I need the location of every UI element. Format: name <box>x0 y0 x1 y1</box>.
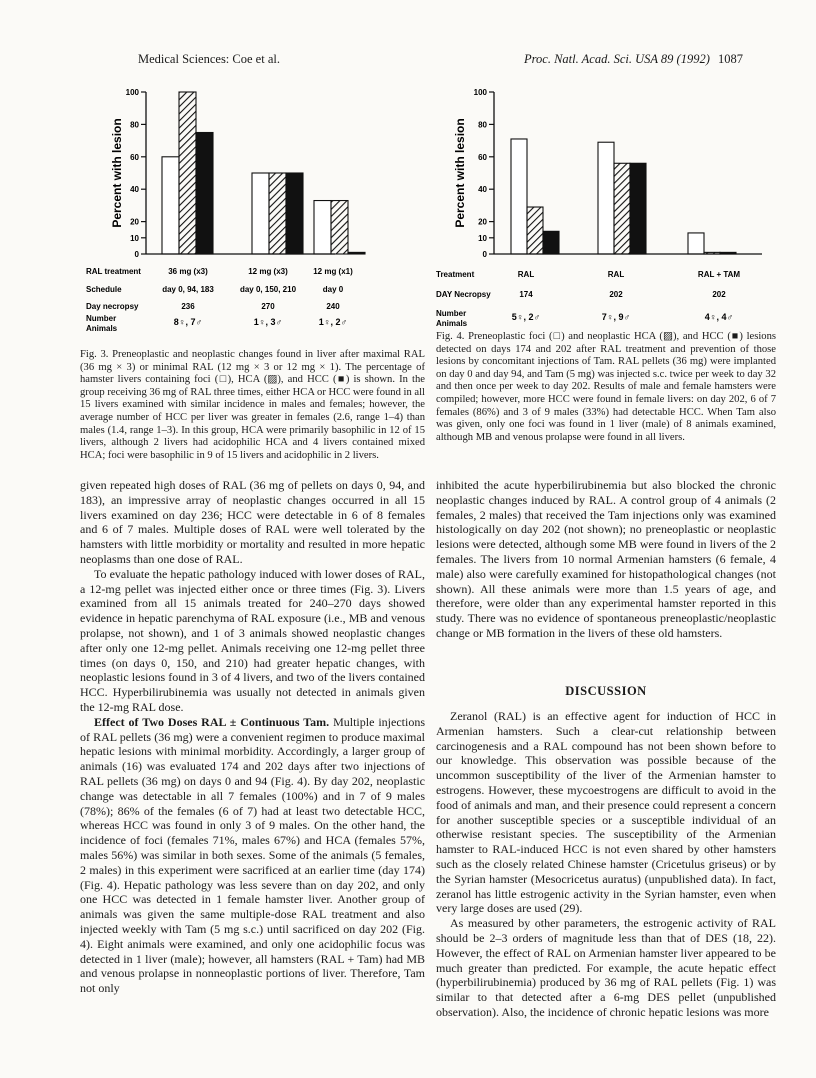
figure-4-chart <box>436 85 771 335</box>
paragraph-text: Multiple injections of RAL pellets (36 mg) were a convenient regimen to produce maximal hepatic lesions with minimal morbidity. Accordingly, a larger group of animals (16) was evaluated 174 and 202 days after two injections of RAL pellets (36 mg) on days 0 and 94 (Fig. 4). By day 202, neoplastic change was detectable in all 7 females (100%) and in 7 of 9 males (78%); 86% of the females (6 of 7) had at least two detectable HCC, whereas HCC was found in only 3 of 9 males. On the other hand, the incidence of foci (females 71%, males 67%) and HCA (females 57%, males 56%) was similar in both sexes. Some of the animals (5 females, 2 males) in this experiment were sacrificed at an earlier time (day 174) (Fig. 4). Hepatic pathology was less severe than on day 202, and only one HCC was detected in 1 female hamster liver. Another group of animals was given the same multiple-dose RAL treatment and also injected weekly with Tam (5 mg s.c.) until sacrificed on day 202 (Fig. 4). Eight animals were examined, and only one acidophilic focus was detected in 1 liver (male); however, all hamsters (RAL + Tam) had MB and venous prolapse in nonneoplastic portions of liver. Therefore, Tam not only <box>80 714 425 996</box>
group-2-treatment: 12 mg (x3) <box>248 267 288 276</box>
bar-hca <box>331 201 348 254</box>
bar-foci <box>162 157 179 254</box>
group-2-animals: 1♀, 3♂ <box>253 317 283 327</box>
y-axis-label: Percent with lesion <box>110 118 124 228</box>
group-1-necropsy: 236 <box>181 302 195 311</box>
page-number: 1087 <box>718 52 743 66</box>
running-header-left: Medical Sciences: Coe et al. <box>138 52 280 66</box>
bar-foci <box>688 233 704 254</box>
paragraph: Zeranol (RAL) is an effective agent for induction of HCC in Armenian hamsters. Such a clear-cut relationship between carcinogenesis and a RAL compound has not been shown before to our knowledge. This observation was possible because of the uncommon susceptibility of the liver of the Armenian hamster to estrogens. However, these mycoestrogens are difficult to avoid in the food of animals and man, and their presence could represent a concern for another susceptible species or a susceptible individual of an otherwise resistant species. The susceptibility of the Armenian hamster to RAL-induced HCC is not even shared by other hamsters such as the closely related Chinese hamster (Cricetulus griseus) or by the Syrian hamster (Mesocricetus auratus) (unpublished data). In fact, zeranol has little estrogenic activity in the Syrian hamster, even when very large doses are used (29). <box>436 709 776 916</box>
y-tick-label: 20 <box>130 217 139 227</box>
paragraph: To evaluate the hepatic pathology induced with lower doses of RAL, a 12-mg pellet was injected either once or three times (Fig. 3). Livers examined from all 15 animals treated for 240–270 days showed evidence in hepatic parenchyma of RAL exposure (i.e., MB and venous prolapse, not shown), and 1 of 3 animals showed neoplastic changes after only one 12-mg pellet. Animals receiving one 12-mg pellet three times (on days 0, 150, and 210) had greater hepatic changes, with neoplastic lesions found in 3 of 4 livers, and two of the livers contained HCC. Hyperbilirubinemia was usually not detected in animals given the 12-mg RAL dose. <box>80 566 425 714</box>
group-2-treatment: RAL <box>607 270 625 279</box>
row-label-animals: Animals <box>86 324 118 333</box>
y-tick-label: 80 <box>478 120 487 130</box>
y-tick-label: 0 <box>482 250 487 259</box>
group-3-treatment: RAL + TAM <box>697 270 741 279</box>
row-label-number: Number <box>436 309 467 318</box>
bar-foci <box>252 173 269 254</box>
figure-4-caption: Fig. 4. Preneoplastic foci (□) and neoplastic HCA (▨), and HCC (■) lesions detected on days 174 and 202 after RAL treatment and prevention of those lesions by concomitant injections of Tam. RAL pellets (36 mg) were implanted on day 0 and day 94, and Tam (5 mg) was injected s.c. twice per week to day 32 and then once per week to day 202. Results of male and female hamsters were compiled; however, more HCC were found in female livers: on day 202, 6 of 7 females (86%) and 3 of 9 males (33%) had detectable HCC. When Tam also was given, only one foci was found in 1 liver (male) of 8 animals examined, although MB and venous prolapse were found in all livers. <box>436 331 776 443</box>
group-3-schedule: day 0 <box>322 285 344 294</box>
running-header-journal: Proc. Natl. Acad. Sci. USA 89 (1992) <box>524 52 710 66</box>
group-1-treatment: 36 mg (x3) <box>168 267 208 276</box>
y-tick-label: 60 <box>130 152 139 162</box>
paragraph <box>80 715 425 996</box>
bar-hcc <box>196 133 213 255</box>
left-column-text <box>80 478 425 996</box>
row-label-number: Number <box>86 314 117 323</box>
group-1-schedule: day 0, 94, 183 <box>162 285 214 294</box>
group-3-animals: 4♀, 4♂ <box>704 312 734 322</box>
bar-foci <box>511 139 527 254</box>
bar-hca <box>527 207 543 254</box>
subsection-heading: Effect of Two Doses RAL ± Continuous Tam. <box>94 714 330 729</box>
row-label-animals: Animals <box>436 319 468 328</box>
bar-foci <box>598 142 614 254</box>
y-axis-ticks <box>126 88 146 259</box>
y-tick-label: 40 <box>478 185 487 195</box>
bars <box>162 92 365 254</box>
row-label-treatment: RAL treatment <box>86 267 141 276</box>
bars <box>511 139 736 254</box>
group-2-animals: 7♀, 9♂ <box>601 312 631 322</box>
right-column-text <box>436 478 776 641</box>
figure-3-caption: Fig. 3. Preneoplastic and neoplastic changes found in liver after maximal RAL (36 mg × 3) or minimal RAL (12 mg × 3 or 12 mg × 1). The percentage of hamster livers containing foci (□), HCA (▨), and HCC (■) is shown. In the group receiving 36 mg of RAL three times, either HCA or HCC were found in all 15 livers examined with similar incidence in males and females; however, the average number of HCC per liver was greater in females (2.6, range 1–4) than males (1.4, range 1–3). In this group, HCA were primarily basophilic in 12 of 15 livers, although 2 livers had acidophilic HCA and 4 livers contained mixed HCA; foci were basophilic in 9 of 15 livers and acidophilic in 2 livers. <box>80 349 426 461</box>
paragraph: given repeated high doses of RAL (36 mg of pellets on days 0, 94, and 183), an impressive array of neoplastic changes occurred in all 15 livers examined on day 236; HCC were detectable in 6 of 8 females and 6 of 7 males. Multiple doses of RAL were well tolerated by the hamsters with little morbidity or mortality and resulted in more hepatic neoplasms than one dose of RAL. <box>80 478 425 566</box>
y-tick-label: 10 <box>478 233 487 243</box>
figure-3-chart <box>80 85 353 335</box>
paragraph: inhibited the acute hyperbilirubinemia but also blocked the chronic neoplastic changes induced by RAL. A control group of 4 animals (2 females, 2 males) that received the Tam injections only was examined histologically on day 202 (not shown); no preneoplastic or neoplastic lesions were detected, although some MB were found in livers of the 2 females. The livers from 10 normal Armenian hamsters (6 female, 4 male) also were carefully examined for histopathological changes (not shown). All these animals were more than 1.5 years of age, and therefore, were older than any experimental hamster reported in this study. There was no evidence of spontaneous preneoplastic/neoplastic change or MB formation in the livers of these old hamsters. <box>436 478 776 640</box>
y-tick-label: 20 <box>478 217 487 227</box>
row-label-day-necropsy: Day necropsy <box>86 302 139 311</box>
group-3-animals: 1♀, 2♂ <box>318 317 348 327</box>
y-axis-label: Percent with lesion <box>453 118 467 228</box>
bar-hca <box>179 92 196 254</box>
paragraph: As measured by other parameters, the estrogenic activity of RAL should be 2–3 orders of magnitude less than that of DES (18, 22). However, the effect of RAL on Armenian hamster liver appeared to be much greater than predicted. For example, the acute hepatic effect (hyperbilirubinemia) produced by 36 mg of RAL pellets (Fig. 1) was similar to that detected after a 6-mg DES pellet (unpublished observation). Also, the incidence of chronic hepatic lesions was more <box>436 916 776 1019</box>
group-1-animals: 5♀, 2♂ <box>511 312 541 322</box>
bar-foci <box>314 201 331 254</box>
group-2-necropsy: 202 <box>609 290 623 299</box>
y-tick-label: 100 <box>473 88 487 97</box>
y-axis-ticks <box>474 88 494 259</box>
y-tick-label: 100 <box>125 88 139 97</box>
bar-hcc <box>543 231 559 254</box>
group-1-animals: 8♀, 7♂ <box>173 317 203 327</box>
row-label-treatment: Treatment <box>436 270 475 279</box>
group-3-treatment: 12 mg (x1) <box>313 267 353 276</box>
y-tick-label: 0 <box>134 250 139 259</box>
group-1-treatment: RAL <box>517 270 535 279</box>
bar-hcc <box>286 173 303 254</box>
group-2-schedule: day 0, 150, 210 <box>239 285 297 294</box>
bar-hca <box>614 163 630 254</box>
group-1-necropsy: 174 <box>519 290 533 299</box>
row-label-day-necropsy: DAY Necropsy <box>436 290 491 299</box>
row-label-schedule: Schedule <box>86 285 122 294</box>
y-tick-label: 60 <box>478 152 487 162</box>
y-tick-label: 10 <box>130 233 139 243</box>
group-3-necropsy: 240 <box>326 302 340 311</box>
discussion-text <box>436 709 776 1020</box>
section-heading-discussion: DISCUSSION <box>565 684 647 698</box>
group-2-necropsy: 270 <box>261 302 275 311</box>
bar-hca <box>269 173 286 254</box>
bar-hcc <box>348 252 365 254</box>
bar-hcc <box>630 163 646 254</box>
group-3-necropsy: 202 <box>712 290 726 299</box>
y-tick-label: 40 <box>130 185 139 195</box>
y-tick-label: 80 <box>130 120 139 130</box>
